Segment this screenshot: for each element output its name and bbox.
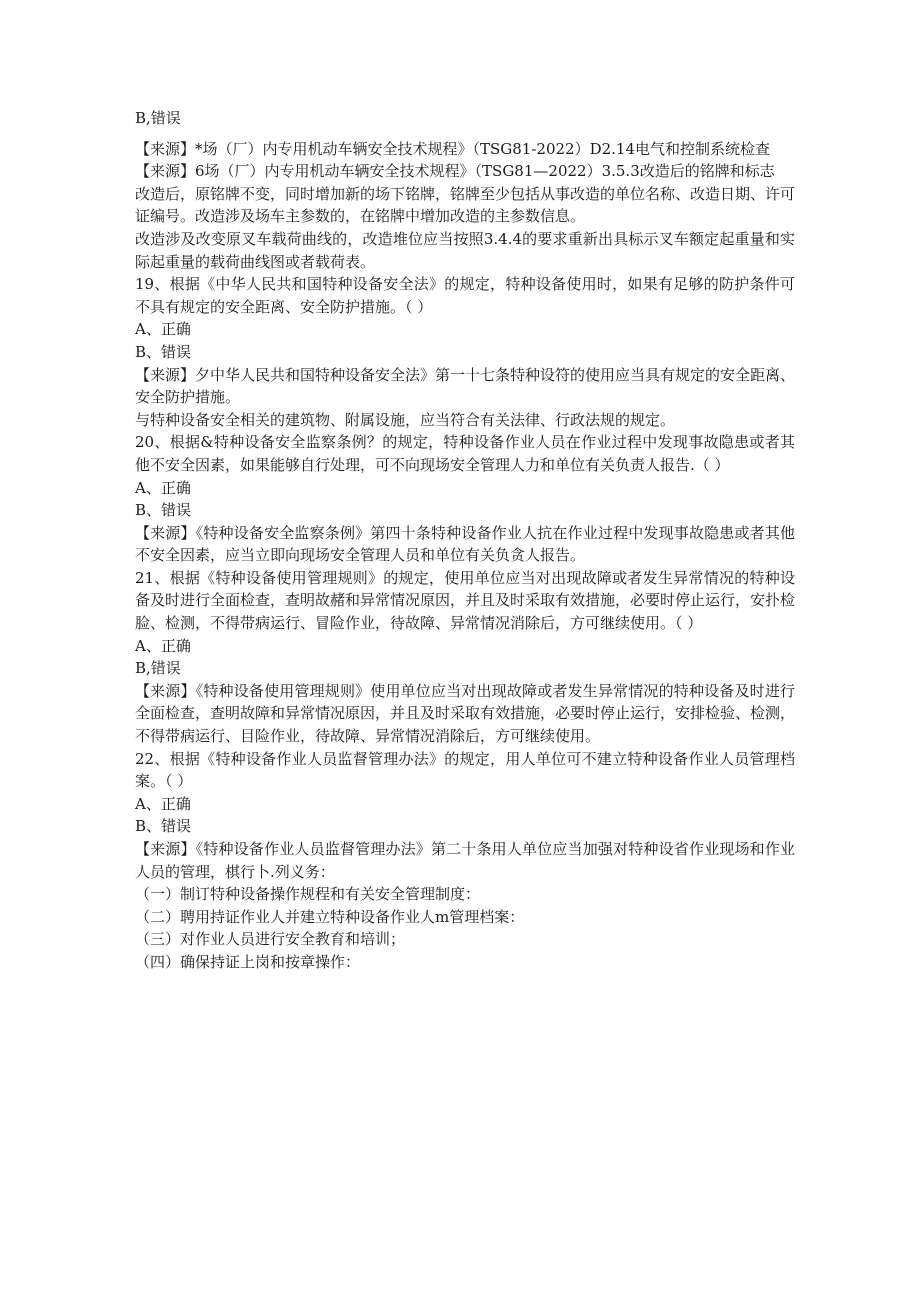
source-citation: 【来源】*场（厂）内专用机动车辆安全技术规程》（TSG81-2022）D2.14电气和控制系统检查 — [135, 139, 771, 158]
source-citation: 【来源】《特种设备安全监察条例》第四十条特种设备作业人抗在作业过程中发现事故隐患或者其他不安全因素，应当立即向现场安全管理人员和单位有关负贪人报告。 — [135, 523, 795, 565]
answer-option-a: A、正确 — [135, 636, 191, 655]
list-item: （二）聘用持证作业人并建立特种设备作业人m管理档案： — [135, 907, 525, 926]
answer-option-a: A、正确 — [135, 794, 191, 813]
answer-option-b: B、错误 — [135, 501, 192, 520]
list-item: （四）确保持证上岗和按章操作： — [135, 952, 361, 971]
answer-option-a: A、正确 — [135, 320, 191, 339]
answer-option-b: B,错误 — [135, 659, 181, 678]
answer-option-a: A、正确 — [135, 478, 191, 497]
question-21: 21、根据《特种设备使用管理规则》的规定，使用单位应当对出现故障或者发生异常情况的特种设备及时进行全面检查，查明故赭和异常情况原因，并且及时采取有效措施，必要时停止运行，安扑检脸、检测，不得带病运行、冒险作业，待故障、异常情况消除后，方可继续使用。（ ） — [135, 568, 796, 633]
document-page — [135, 107, 795, 974]
question-19: 19、根据《中华人民共和国特种设备安全法》的规定，特种设备使用时，如果有足够的防护条件可不具有规定的安全距离、安全防护措施。（ ） — [135, 275, 795, 316]
answer-option-b: B、错误 — [135, 342, 192, 361]
source-citation: 【来源】《特种设备使用管理规则》使用单位应当对出现故障或者发生异常情况的特种设备及时进行全面检查，查明故障和异常情况原因，并且及时采取有效措施，必要时停止运行，安排检验、检测，不得带病运行、目险作业，待故障、异常情况消除后，方可继续使用。 — [135, 681, 796, 746]
body-paragraph: 改造涉及改变原叉车载荷曲线的，改造堆位应当按照3.4.4的要求重新出具标示叉车额定起重量和实际起重量的载荷曲线图或者载荷表。 — [135, 229, 795, 271]
body-paragraph: 改造后，原铭牌不变，同时增加新的场下铭牌，铭牌至少包括从事改造的单位名称、改造日期、许可证编号。改造涉及场车主参数的，在铭牌中增加改造的主参数信息。 — [135, 184, 796, 226]
question-22: 22、根据《特种设备作业人员监督管理办法》的规定，用人单位可不建立特种设备作业人员管理档案。（ ） — [135, 749, 795, 791]
answer-option-b: B,错误 — [135, 109, 181, 127]
question-20: 20、根据&特种设备安全监察条例？的规定，特种设备作业人员在作业过程中发现事故隐患或者其他不安全因素，如果能够自行处理，可不向现场安全管理人力和单位有关负责人报告.（ ） — [135, 433, 795, 474]
list-item: （三）对作业人员进行安全教育和培训； — [135, 930, 406, 949]
source-citation: 【来源】《特种设备作业人员监督管理办法》第二十条用人单位应当加强对特种设省作业现场和作业人员的管理，棋行卜.列义务： — [135, 840, 795, 881]
list-item: （一）制订特种设备操作规程和有关安全管理制度： — [135, 885, 481, 904]
body-paragraph: 与特种设备安全相关的建筑物、附属设施，应当符合有关法律、行政法规的规定。 — [135, 410, 676, 429]
source-citation: 【来源】6场（厂）内专用机动车辆安全技术规程》（TSG81—2022）3.5.3改造后的铭牌和标志 — [135, 162, 775, 181]
source-citation: 【来源】夕中华人民共和国特种设备安全法》第一十七条特种设符的使用应当具有规定的安全距离、安全防护措施。 — [135, 365, 796, 407]
answer-option-b: B、错误 — [135, 817, 192, 836]
